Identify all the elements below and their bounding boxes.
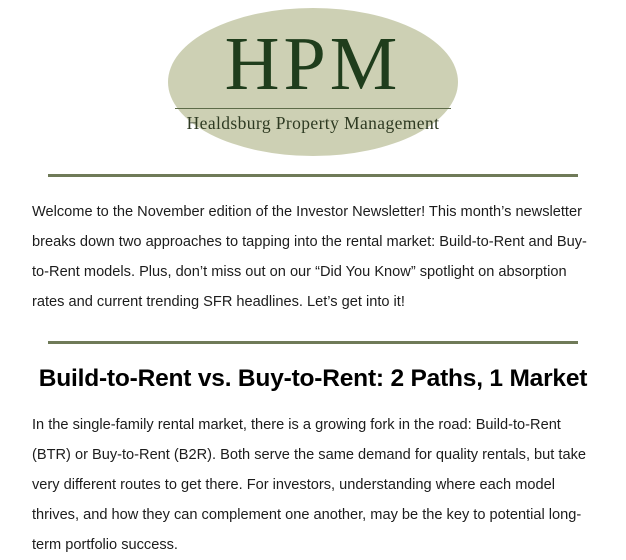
article-section: [0, 344, 626, 560]
article-headline: Build-to-Rent vs. Buy-to-Rent: 2 Paths, 1 Market: [38, 365, 588, 392]
logo-wordmark: HPM: [224, 22, 402, 106]
intro-paragraph: Welcome to the November edition of the Investor Newsletter! This month’s newsletter breaks down two approaches to tapping into the rental market: Build-to-Rent and Buy-to-Rent models. Plus, don’t miss out on our “Did You Know” spotlight on absorption rates and current trending SFR headlines. Let’s get into it!: [32, 204, 587, 310]
logo-content: [0, 0, 626, 134]
intro-section: [32, 177, 594, 317]
logo-tagline: Healdsburg Property Management: [186, 113, 440, 133]
article-body: [32, 394, 594, 560]
newsletter-content: [0, 177, 626, 317]
article-paragraph: In the single-family rental market, there is a growing fork in the road: Build-to-Rent (BTR) or Buy-to-Rent (B2R). Both serve the same demand for quality rentals, but take very different routes to get there. For investors, understanding where each model thrives, and how they can complement one another, may be the key to potential long-term portfolio success.: [32, 417, 586, 553]
logo-block: [0, 0, 626, 160]
logo-divider-line: [175, 108, 451, 109]
